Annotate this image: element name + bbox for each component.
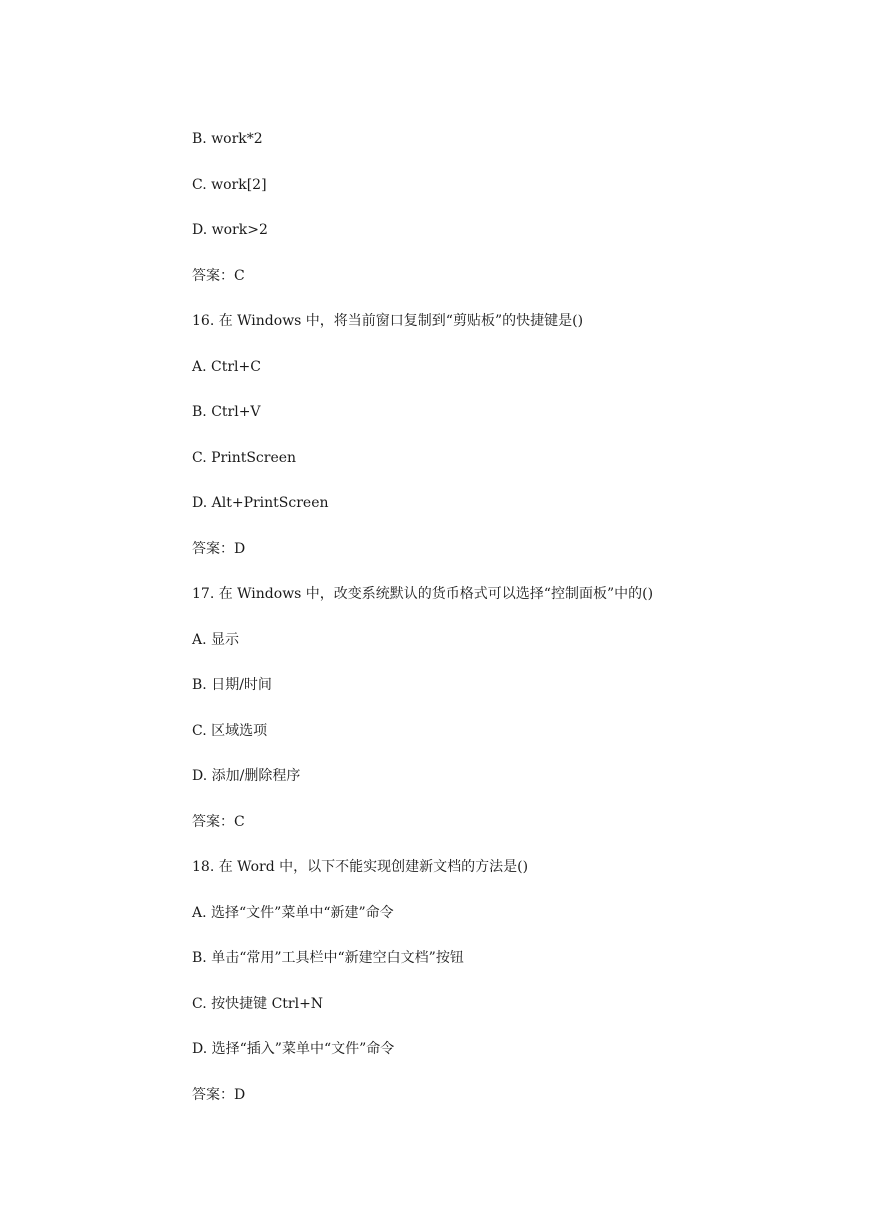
q18-option-c: C. 按快捷键 Ctrl+N <box>192 996 324 1012</box>
q16-option-b: B. Ctrl+V <box>192 404 261 420</box>
q17-question: 17. 在 Windows 中，改变系统默认的货币格式可以选择“控制面板”中的() <box>192 586 654 602</box>
q17-answer: 答案：C <box>192 814 245 830</box>
q15-option-c: C. work[2] <box>192 177 267 193</box>
q18-question: 18. 在 Word 中，以下不能实现创建新文档的方法是() <box>192 859 529 875</box>
q16-option-a: A. Ctrl+C <box>192 359 261 375</box>
q16-question: 16. 在 Windows 中，将当前窗口复制到“剪贴板”的快捷键是() <box>192 313 584 329</box>
q16-option-c: C. PrintScreen <box>192 450 297 466</box>
q18-answer: 答案：D <box>192 1087 246 1103</box>
q15-option-d: D. work>2 <box>192 222 268 238</box>
q17-option-b: B. 日期/时间 <box>192 677 272 693</box>
q17-option-c: C. 区域选项 <box>192 723 268 739</box>
q15-answer: 答案：C <box>192 268 245 284</box>
q18-option-b: B. 单击“常用”工具栏中“新建空白文档”按钮 <box>192 950 464 966</box>
q16-answer: 答案：D <box>192 541 246 557</box>
q16-option-d: D. Alt+PrintScreen <box>192 495 329 511</box>
q18-option-a: A. 选择“文件”菜单中“新建”命令 <box>192 905 394 921</box>
q15-option-b: B. work*2 <box>192 131 263 147</box>
q18-option-d: D. 选择“插入”菜单中“文件”命令 <box>192 1041 395 1057</box>
q17-option-d: D. 添加/删除程序 <box>192 768 301 784</box>
q17-option-a: A. 显示 <box>192 632 240 648</box>
